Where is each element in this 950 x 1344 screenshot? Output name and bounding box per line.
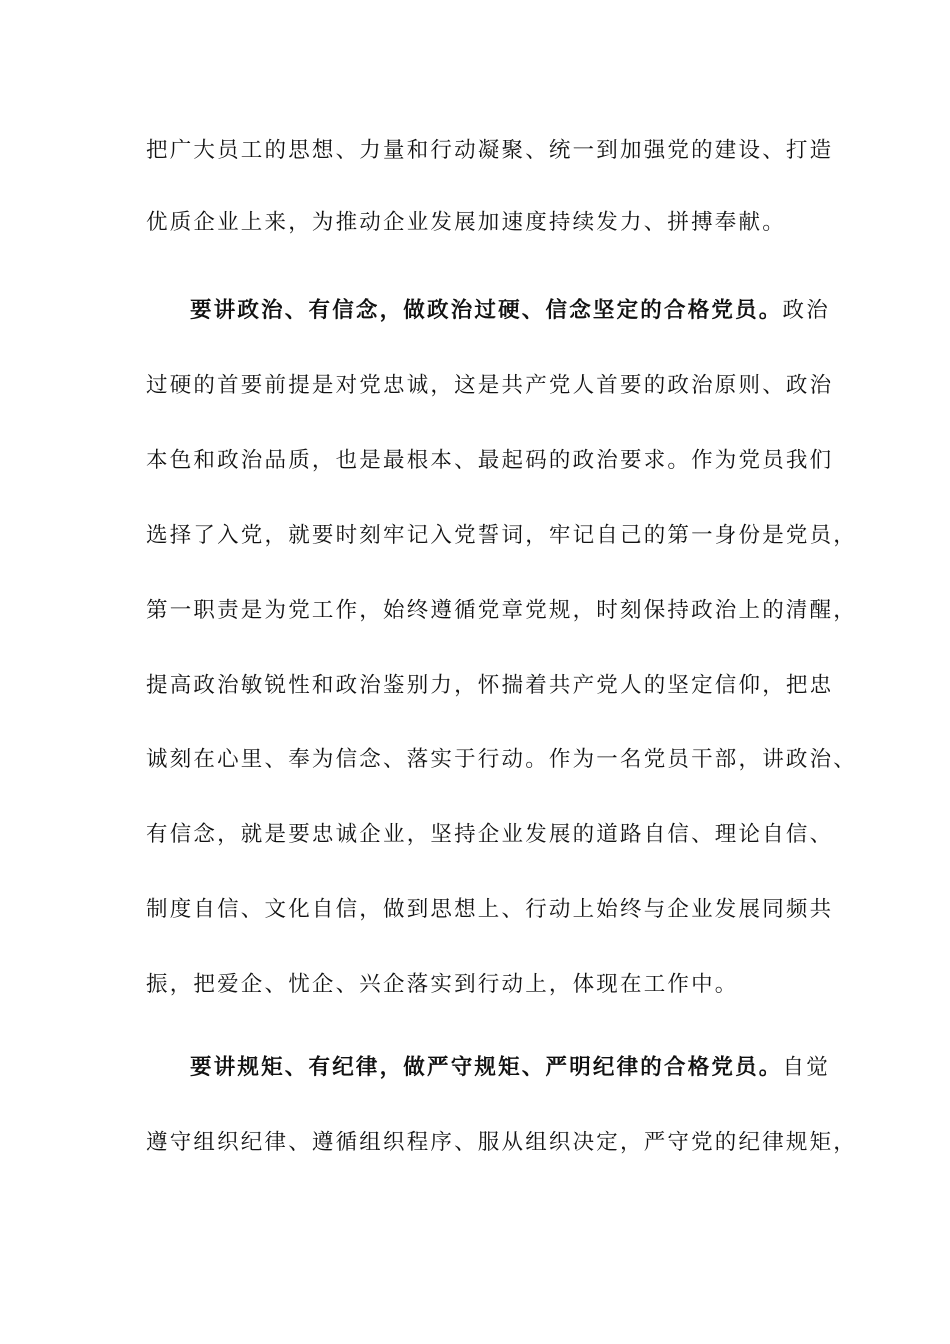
paragraph-lead-text: 政治 — [782, 298, 830, 323]
text-line: 优质企业上来，为推动企业发展加速度持续发力、拼搏奉献。 — [146, 210, 786, 235]
paragraph-heading: 要讲规矩、有纪律，做严守规矩、严明纪律的合格党员。 — [190, 1055, 783, 1080]
paragraph-lead-text: 自觉 — [782, 1055, 830, 1080]
text-line: 遵守组织纪律、遵循组织程序、服从组织决定，严守党的纪律规矩， — [146, 1130, 858, 1155]
text-line: 本色和政治品质，也是最根本、最起码的政治要求。作为党员我们 — [146, 448, 834, 473]
text-line: 制度自信、文化自信，做到思想上、行动上始终与企业发展同频共 — [146, 897, 834, 922]
paragraph-heading: 要讲政治、有信念，做政治过硬、信念坚定的合格党员。 — [190, 298, 783, 323]
text-line: 振，把爱企、忧企、兴企落实到行动上，体现在工作中。 — [146, 972, 739, 997]
paragraph-first-line — [190, 291, 870, 331]
text-line: 有信念，就是要忠诚企业，坚持企业发展的道路自信、理论自信、 — [146, 822, 834, 847]
text-line: 把广大员工的思想、力量和行动凝聚、统一到加强党的建设、打造 — [146, 138, 834, 163]
text-line: 第一职责是为党工作，始终遵循党章党规，时刻保持政治上的清醒， — [146, 598, 858, 623]
text-line: 提高政治敏锐性和政治鉴别力，怀揣着共产党人的坚定信仰，把忠 — [146, 673, 834, 698]
text-line: 选择了入党，就要时刻牢记入党誓词，牢记自己的第一身份是党员， — [146, 523, 858, 548]
text-line: 诚刻在心里、奉为信念、落实于行动。作为一名党员干部，讲政治、 — [146, 747, 858, 772]
paragraph-first-line — [190, 1048, 870, 1088]
text-line: 过硬的首要前提是对党忠诚，这是共产党人首要的政治原则、政治 — [146, 373, 834, 398]
